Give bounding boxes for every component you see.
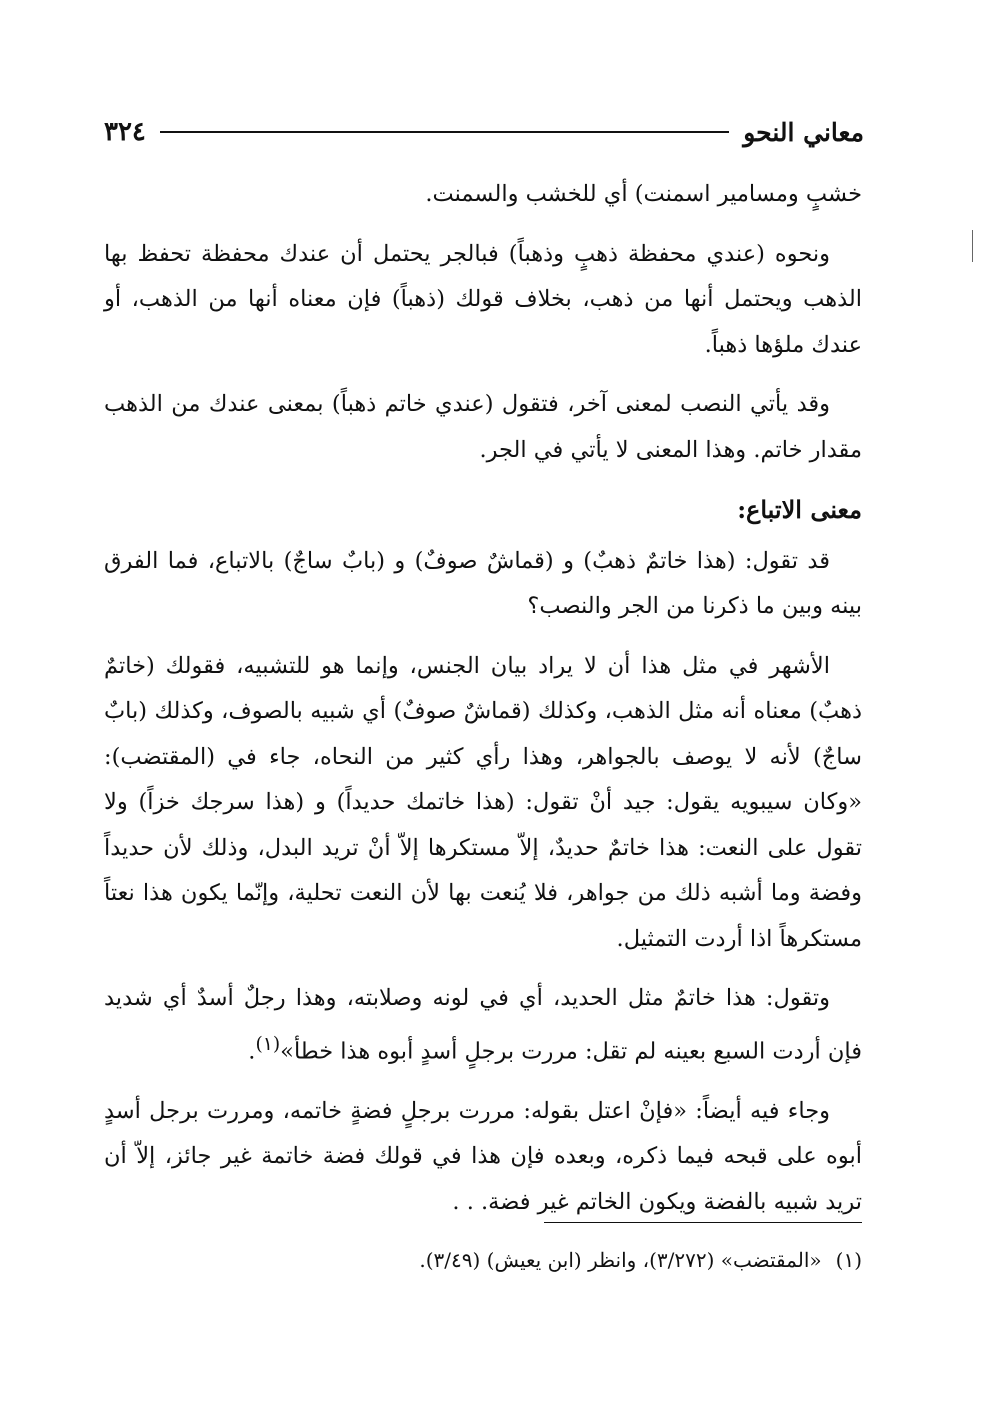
footnote: [104, 1240, 862, 1280]
section-heading: معنى الاتباع:: [737, 495, 862, 524]
paragraph-6: [104, 976, 862, 1075]
paragraph-2: ونحوه (عندي محفظة ذهبٍ وذهباً) فبالجر يحتمل أن عندك محفظة تحفظ بها الذهب ويحتمل أنها من ذهب، بخلاف قولك (ذهباً) فإن معناه أنها من الذهب، أو عندك ملؤها ذهباً.: [104, 240, 862, 358]
paragraph-6-text: وتقول: هذا خاتمٌ مثل الحديد، أي في لونه وصلابته، وهذا رجلٌ أسدٌ أي شديد فإن أردت السبع بعينه لم تقل: مررت برجلٍ أسدٍ أبوه هذا خطأ»: [104, 985, 862, 1064]
footnote-marker: (١): [835, 1248, 862, 1272]
paragraph-4: قد تقول: (هذا خاتمٌ ذهبٌ) و (قماشٌ صوفٌ) و (بابٌ ساجٌ) بالاتباع، فما الفرق بينه وبين ما ذكرنا من الجر والنصب؟: [104, 547, 862, 619]
body-text: [104, 172, 862, 1239]
paragraph-5: الأشهر في مثل هذا أن لا يراد بيان الجنس، وإنما هو للتشبيه، فقولك (خاتمٌ ذهبٌ) معناه أنه مثل الذهب، وكذلك (قماشٌ صوفٌ) أي شبيه بالصوف، وكذلك (بابٌ ساجٌ) لأنه لا يوصف بالجواهر، وهذا رأي كثير من النحاه، جاء في (المقتضب): «وكان سيبويه يقول: جيد أنْ تقول: (هذا خاتمك حديداً) و (هذا سرجك خزاً) ولا تقول على النعت: هذا خاتمٌ حديدٌ، إلاّ مستكرها إلاّ أنْ تريد البدل، وذلك لأن حديداً وفضة وما أشبه ذلك من جواهر، فلا يُنعت بها لأن النعت تحلية، وإنّما يكون هذا نعتاً مستكرهاً اذا أردت التمثيل.: [104, 652, 862, 952]
footnote-text: «المقتضب» (٣/٢٧٢)، وانظر (ابن يعيش) (٣/٤٩).: [419, 1248, 822, 1272]
paragraph-3: وقد يأتي النصب لمعنى آخر، فتقول (عندي خاتم ذهباً) بمعنى عندك من الذهب مقدار خاتم. وهذا المعنى لا يأتي في الجر.: [104, 391, 862, 463]
footnote-rule: [544, 1222, 862, 1223]
paragraph-7: وجاء فيه أيضاً: «فإنْ اعتل بقوله: مررت برجلٍ فضةٍ خاتمه، ومررت برجل أسدٍ أبوه على قبحه فيما ذكره، وبعده فإن هذا في قولك فضة خاتمة غير جائز، إلاّ أن تريد شبيه بالفضة ويكون الخاتم غير فضة. . .: [104, 1097, 862, 1215]
page-number: ٣٢٤: [104, 117, 146, 147]
header-rule: [160, 131, 729, 133]
footnote-reference: (١): [255, 1033, 281, 1055]
paragraph-1: خشبٍ ومسامير اسمنت) أي للخشب والسمنت.: [425, 181, 862, 207]
paragraph-6-end: .: [248, 1038, 256, 1064]
running-title: معاني النحو: [743, 117, 864, 147]
page-header: [104, 112, 864, 152]
margin-mark: [972, 230, 973, 262]
